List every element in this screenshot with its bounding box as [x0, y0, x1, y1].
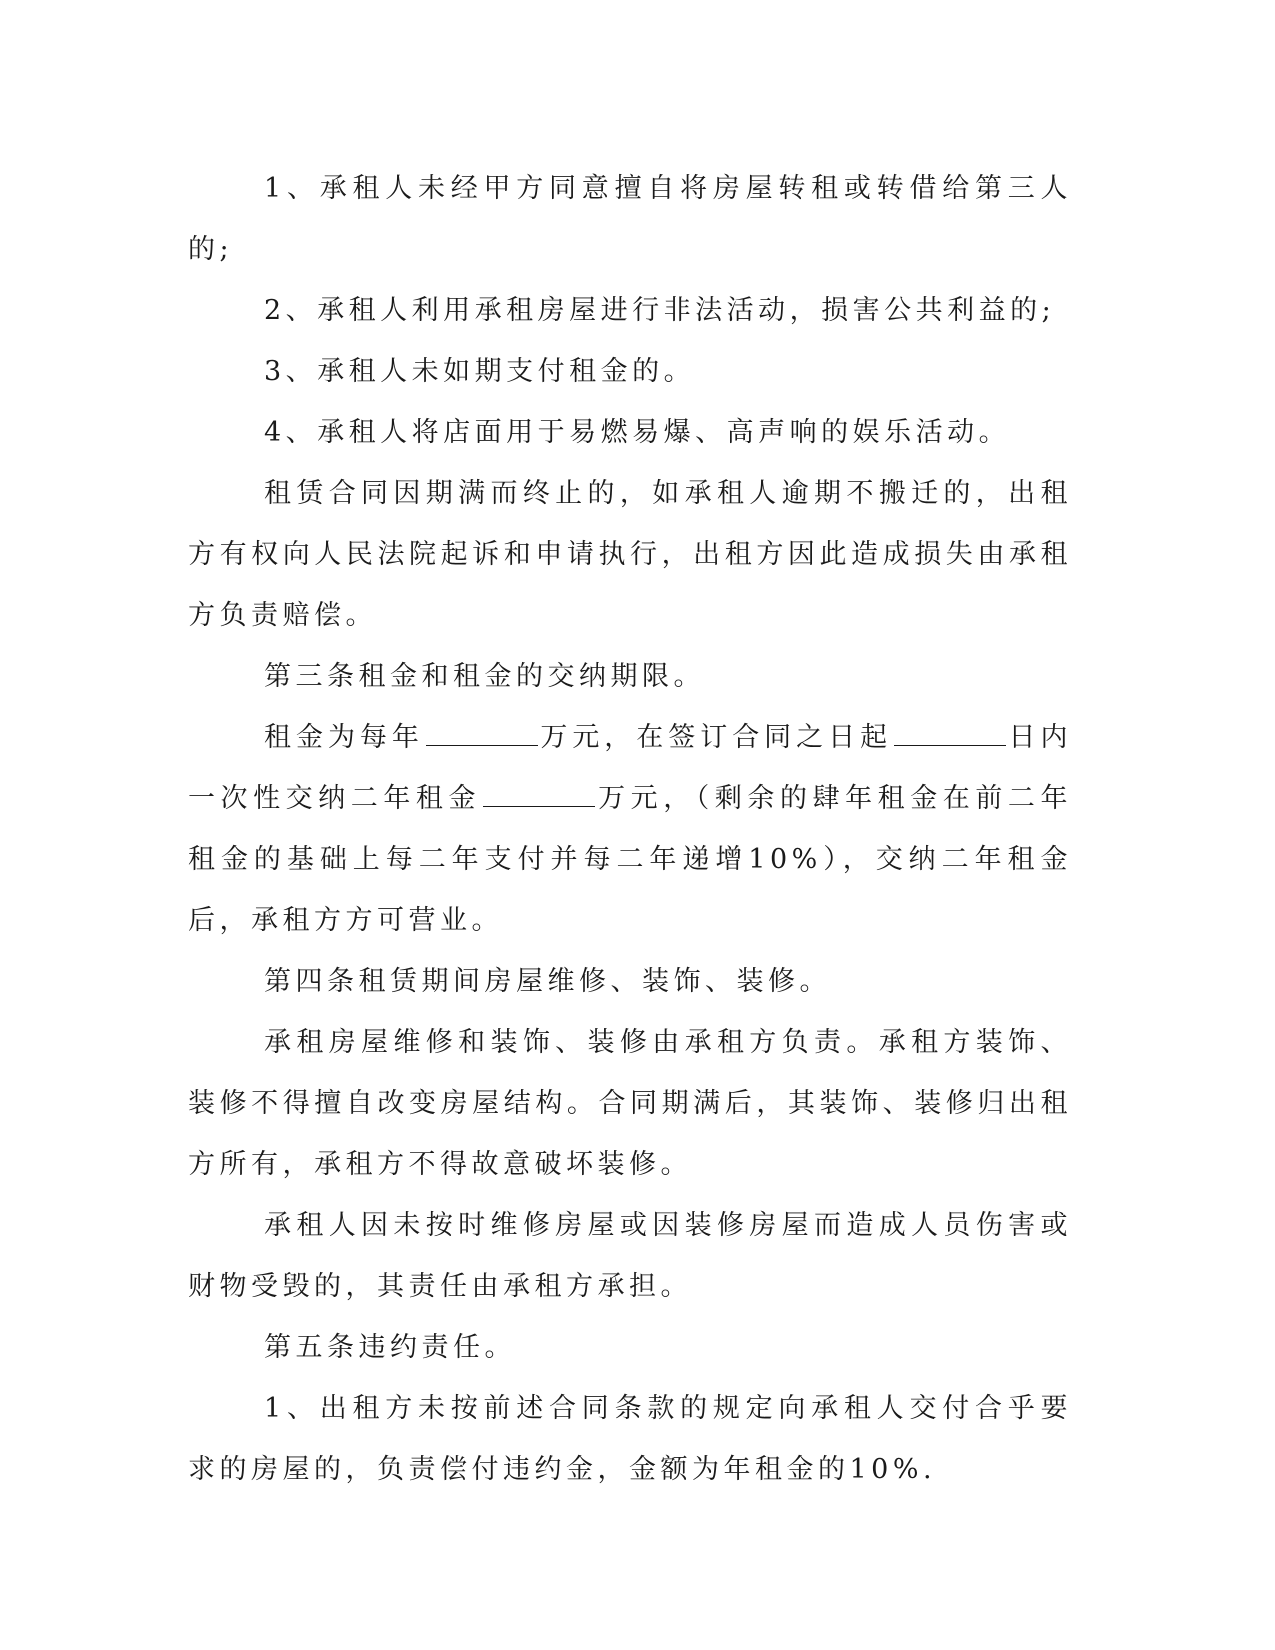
article-4-heading: 第四条租赁期间房屋维修、装饰、装修。 — [264, 966, 831, 997]
clause-item-2: 2、承租人利用承租房屋进行非法活动，损害公共利益的; — [264, 295, 1056, 326]
liability-paragraph: 承租人因未按时维修房屋或因装修房屋而造成人员伤害或财物受毁的，其责任由承租方承担。 — [188, 1210, 1072, 1302]
annual-rent-blank — [426, 721, 538, 746]
maintenance-paragraph: 承租房屋维修和装饰、装修由承租方负责。承租方装饰、装修不得擅自改变房屋结构。合同期满后，其装饰、装修归出租方所有，承租方不得故意破坏装修。 — [188, 1027, 1072, 1180]
document-body — [188, 158, 1072, 1500]
rent-text-segment: 租金为每年 — [264, 722, 424, 753]
article-3-heading: 第三条租金和租金的交纳期限。 — [264, 661, 705, 692]
rent-terms-paragraph — [188, 707, 1072, 951]
two-year-rent-blank — [483, 782, 595, 807]
article-5-heading: 第五条违约责任。 — [264, 1332, 516, 1363]
termination-paragraph: 租赁合同因期满而终止的，如承租人逾期不搬迁的，出租方有权向人民法院起诉和申请执行，出租方因此造成损失由承租方负责赔偿。 — [188, 478, 1072, 631]
rent-text-segment: 万元，在签订合同之日起 — [539, 722, 893, 753]
clause-item-1: 1、承租人未经甲方同意擅自将房屋转租或转借给第三人的; — [188, 173, 1072, 265]
payment-days-blank — [894, 721, 1006, 746]
rent-text-segment: 日内一次性交纳二年租金 — [188, 722, 1073, 814]
clause-item-3: 3、承租人未如期支付租金的。 — [264, 356, 696, 387]
clause-item-4: 4、承租人将店面用于易燃易爆、高声响的娱乐活动。 — [264, 417, 1011, 448]
breach-item-1: 1、出租方未按前述合同条款的规定向承租人交付合乎要求的房屋的，负责偿付违约金，金额为年租金的10%. — [188, 1393, 1072, 1485]
rent-text-segment: 万元，（剩余的肆年租金在前二年租金的基础上每二年支付并每二年递增10%），交纳二年租金后，承租方方可营业。 — [188, 783, 1072, 936]
